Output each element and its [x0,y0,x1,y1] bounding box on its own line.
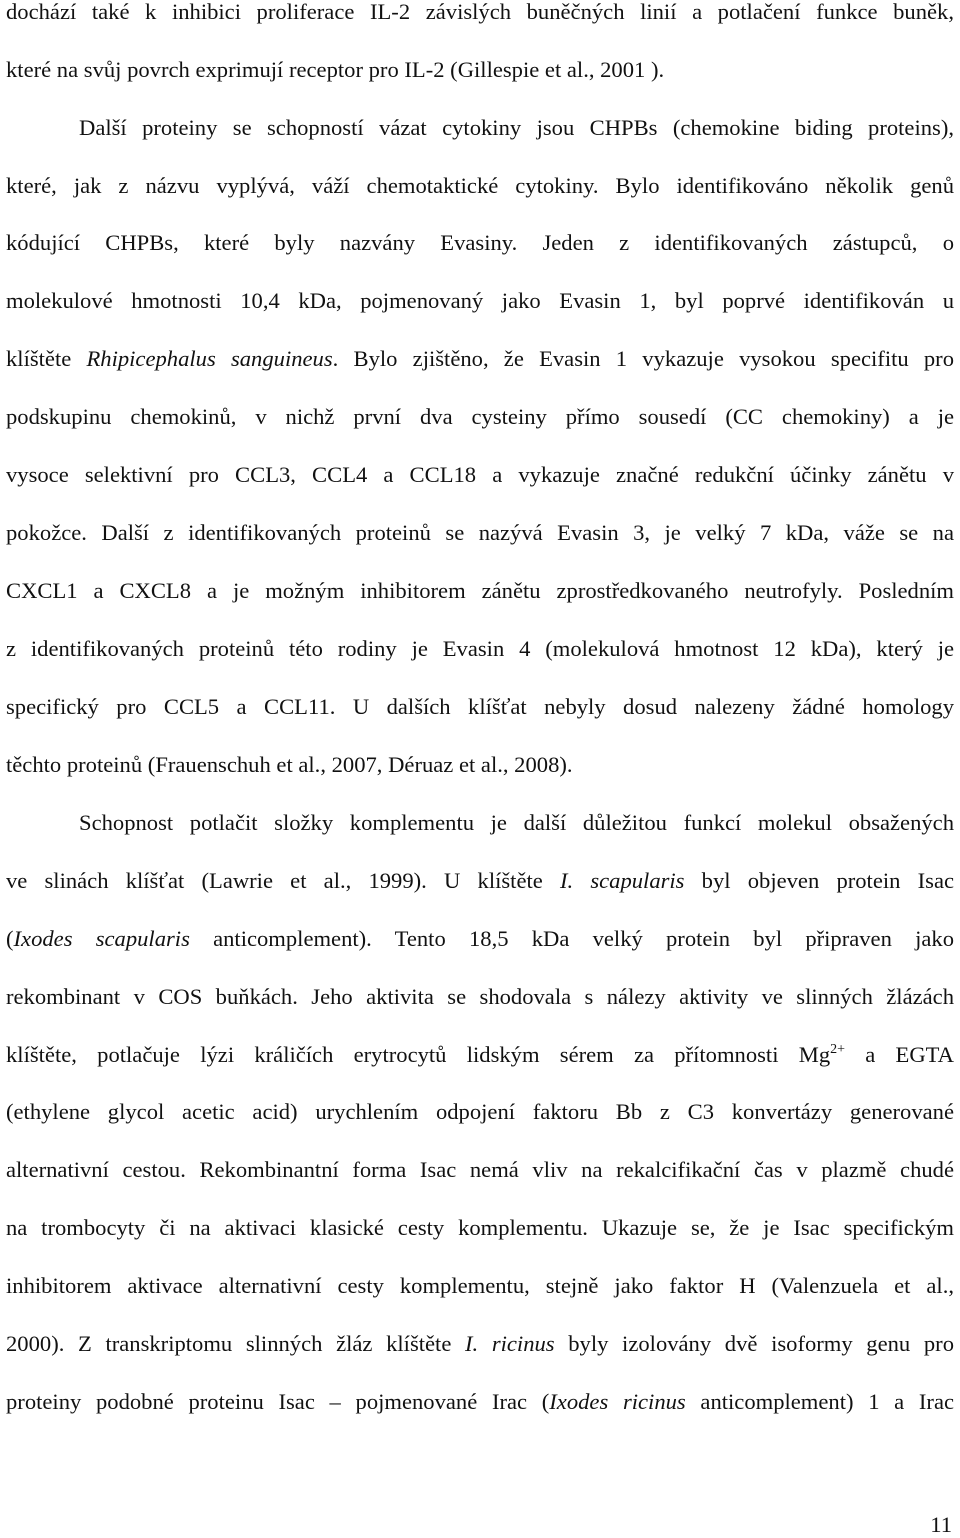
text-line-25: proteiny podobné proteinu Isac – pojmenované Irac (Ixodes ricinus anticomplement) 1 a Irac [6,1389,955,1414]
superscript-charge: 2+ [830,1042,846,1057]
page-number: 11 [930,1512,952,1537]
text-line-15: Schopnost potlačit složky komplementu je další důležitou funkcí molekul obsažených [79,810,954,835]
text-line-10: pokožce. Další z identifikovaných proteinů se nazývá Evasin 3, je velký 7 kDa, váže se na [6,520,954,545]
text-line-11: CXCL1 a CXCL8 a je možným inhibitorem zánětu zprostředkovaného neutrofyly. Posledním [6,578,954,603]
species-name-ixodes-ricinus: Ixodes ricinus [549,1389,686,1414]
text-line-9: vysoce selektivní pro CCL3, CCL4 a CCL18 a vykazuje značné redukční účinky zánětu v [6,462,954,487]
species-name-i-ricinus: I. ricinus [465,1331,555,1356]
text-line-24: 2000). Z transkriptomu slinných žláz klíštěte I. ricinus byly izolovány dvě isoformy genu pro [6,1331,954,1356]
text-line-13: specifický pro CCL5 a CCL11. U dalších klíšťat nebyly dosud nalezeny žádné homology [6,694,954,719]
text-line-8: podskupinu chemokinů, v nichž první dva cysteiny přímo sousedí (CC chemokiny) a je [6,404,954,429]
text-line-6: molekulové hmotnosti 10,4 kDa, pojmenovaný jako Evasin 1, byl poprvé identifikován u [6,288,954,313]
text-line-21: alternativní cestou. Rekombinantní forma Isac nemá vliv na rekalcifikační čas v plazmě chudé [6,1157,954,1182]
text-line-2: které na svůj povrch exprimují receptor pro IL-2 (Gillespie et al., 2001 ). [6,57,665,82]
text-line-4: které, jak z názvu vyplývá, váží chemotaktické cytokiny. Bylo identifikováno několik genů [6,173,954,198]
text-line-22: na trombocyty či na aktivaci klasické cesty komplementu. Ukazuje se, že je Isac specifickým [6,1215,954,1240]
text-line-12: z identifikovaných proteinů této rodiny je Evasin 4 (molekulová hmotnost 12 kDa), který je [6,636,954,661]
species-name-ixodes-scapularis: Ixodes scapularis [13,926,190,951]
species-name-rhipicephalus: Rhipicephalus sanguineus [86,346,333,371]
text-line-20: (ethylene glycol acetic acid) urychlením odpojení faktoru Bb z C3 konvertázy generované [6,1099,954,1124]
text-line-1: dochází také k inhibici proliferace IL-2 závislých buněčných linií a potlačení funkce buněk, [6,0,954,24]
text-line-23: inhibitorem aktivace alternativní cesty komplementu, stejně jako faktor H (Valenzuela et al., [6,1273,954,1298]
text-line-16: ve slinách klíšťat (Lawrie et al., 1999). U klíštěte I. scapularis byl objeven protein Isac [6,868,955,893]
text-line-14: těchto proteinů (Frauenschuh et al., 2007, Déruaz et al., 2008). [6,752,573,777]
text-line-7: klíštěte Rhipicephalus sanguineus. Bylo zjištěno, že Evasin 1 vykazuje vysokou specifitu pro [6,346,955,371]
text-line-5: kódující CHPBs, které byly nazvány Evasiny. Jeden z identifikovaných zástupců, o [6,230,954,255]
text-line-19: klíštěte, potlačuje lýzi králičích erytrocytů lidským sérem za přítomnosti $Mg^{2+}$ a EGTA [6,1042,954,1067]
text-line-17: (Ixodes scapularis anticomplement). Tento 18,5 kDa velký protein byl připraven jako [6,926,955,951]
text-line-3: Další proteiny se schopností vázat cytokiny jsou CHPBs (chemokine biding proteins), [79,115,954,140]
species-name-i-scapularis: I. scapularis [559,868,685,893]
text-line-18: rekombinant v COS buňkách. Jeho aktivita se shodovala s nálezy aktivity ve slinných žlázách [6,984,954,1009]
